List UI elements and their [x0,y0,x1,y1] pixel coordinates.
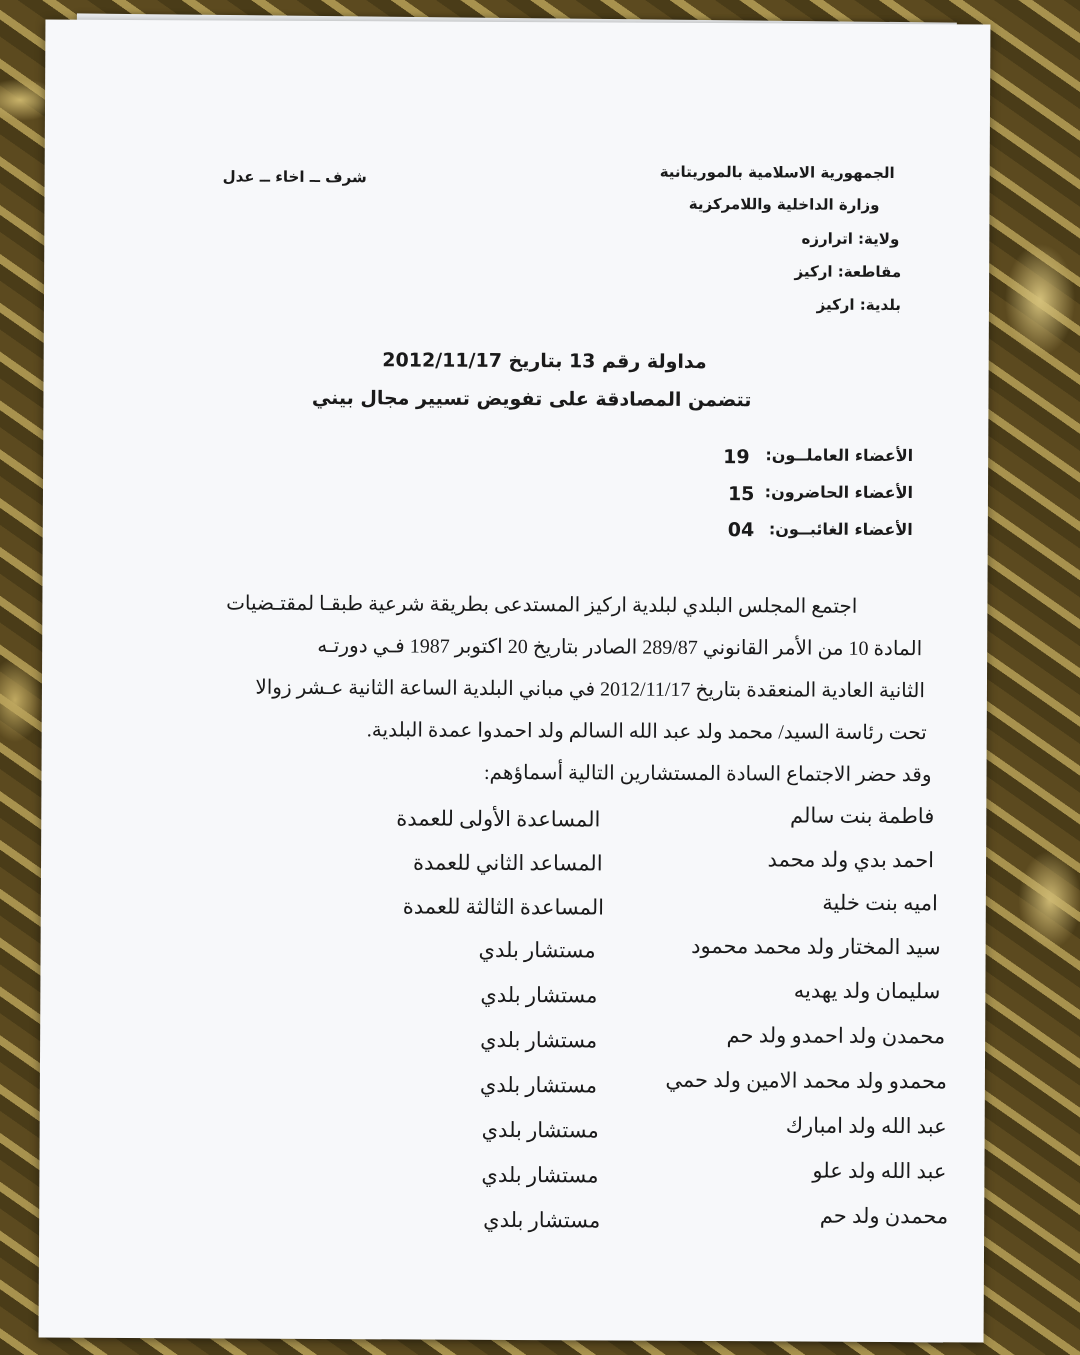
paragraph-line-2: المادة 10 من الأمر القانوني 289/87 الصادر بتاريخ 20 اكتوبر 1987 فـي دورتـه [317,634,923,661]
attendee-name: محمدو ولد محمد الامين ولد حمي [665,1067,947,1094]
attendee-name: عبد الله ولد امبارك [785,1113,947,1139]
attendee-name: عبد الله ولد علو [812,1158,947,1184]
attendee-role: المساعدة الثالثة للعمدة [402,894,605,920]
header-ministry: وزارة الداخلية واللامركزية [688,194,880,214]
document-subtitle: تتضمن المصادقة على تفويض تسيير مجال بيني [311,386,752,412]
header-motto: شرف ــ اخاء ــ عدل [222,167,367,187]
attendee-role: المساعد الثاني للعمدة [412,850,603,876]
paragraph-line-3: الثانية العادية المنعقدة بتاريخ 2012/11/17 في مباني البلدية الساعة الثانية عـشر زوالا [255,676,926,703]
header-commune: بلدية: اركيز [816,295,902,315]
document-title: مداولة رقم 13 بتاريخ 2012/11/17 [382,349,707,374]
members-absent-label: الأعضاء الغائبــون: [768,519,913,540]
attendee-name: سيد المختار ولد محمد محمود [691,933,941,960]
members-absent-value: 04 [727,519,755,542]
header-wilaya: ولاية: اترارزه [801,229,900,249]
attendee-name: فاطمة بنت سالم [790,803,935,829]
attendee-role: مستشار بلدي [483,1207,601,1233]
attendee-name: محمدن ولد احمدو ولد حم [726,1023,946,1049]
attendee-role: مستشار بلدي [480,982,598,1008]
attendee-role: مستشار بلدي [479,1072,598,1098]
paragraph-line-4: تحت رئاسة السيد/ محمد ولد عبد الله السالم ولد احمدوا عمدة البلدية. [366,719,927,745]
members-working-label: الأعضاء العاملــون: [765,445,914,466]
members-working-value: 19 [723,446,750,469]
attendee-name: محمدن ولد حم [819,1203,949,1229]
attendee-name: اميه بنت خلية [822,890,938,916]
members-present-value: 15 [727,483,755,506]
document-page [39,20,991,1343]
paragraph-line-5: وقد حضر الاجتماع السادة المستشارين التالية أسماؤهم: [483,761,932,787]
header-moughataa: مقاطعة: اركيز [794,262,902,282]
attendee-role: مستشار بلدي [478,937,596,963]
attendee-name: احمد بدي ولد محمد [767,847,935,873]
attendee-role: مستشار بلدي [481,1117,599,1143]
header-republic: الجمهورية الاسلامية بالموريتانية [659,162,895,182]
attendee-role: المساعدة الأولى للعمدة [396,806,601,832]
attendee-role: مستشار بلدي [480,1027,598,1053]
members-present-label: الأعضاء الحاضرون: [764,482,914,503]
attendee-name: سليمان ولد يهديه [793,978,941,1004]
attendee-role: مستشار بلدي [481,1162,599,1188]
paragraph-line-1: اجتمع المجلس البلدي لبلدية اركيز المستدعى بطريقة شرعية طبقـا لمقتـضيات [226,592,858,618]
